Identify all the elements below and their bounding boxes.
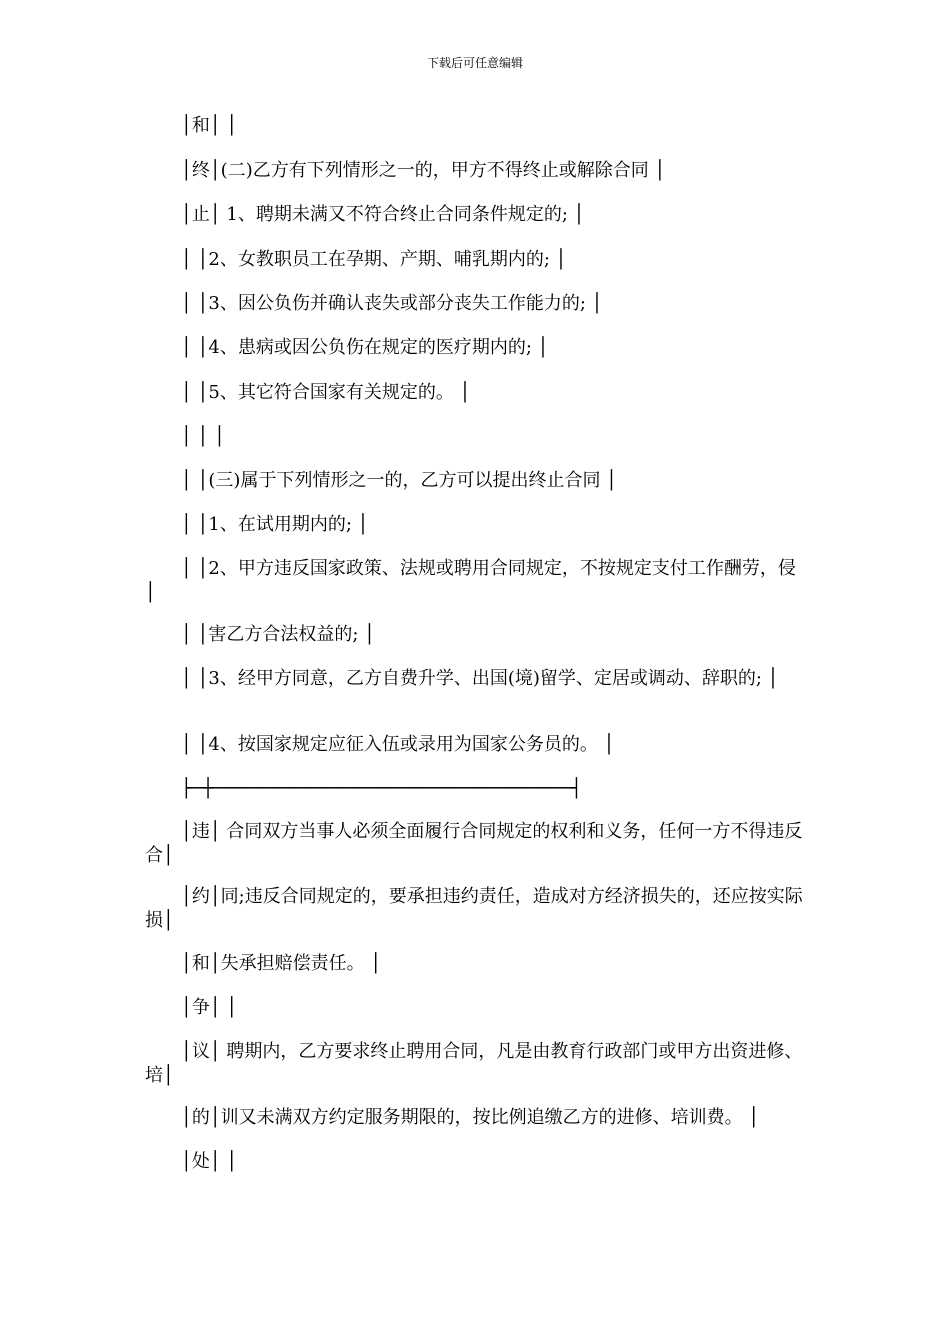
contract-line: │和│失承担赔偿责任。 │	[145, 953, 382, 974]
contract-line: │终│(二)乙方有下列情形之一的，甲方不得终止或解除合同 │	[145, 160, 666, 181]
page-header: 下载后可任意编辑	[426, 56, 523, 70]
contract-line: │约│同;违反合同规定的，要承担违约责任，造成对方经济损失的，还应按实际损│	[145, 886, 803, 931]
contract-line: │ │4、按国家规定应征入伍或录用为国家公务员的。 │	[145, 734, 615, 755]
contract-line: │ │4、患病或因公负伤在规定的医疗期内的; │	[145, 337, 549, 358]
contract-line: │争│ │	[145, 997, 238, 1018]
contract-line: │议│ 聘期内，乙方要求终止聘用合同，凡是由教育行政部门或甲方出资进修、培│	[145, 1041, 803, 1086]
contract-line: │ │3、经甲方同意，乙方自费升学、出国(境)留学、定居或调动、辞职的; │	[145, 668, 779, 689]
contract-line: │ │3、因公负伤并确认丧失或部分丧失工作能力的; │	[145, 293, 603, 314]
contract-line: │ │2、甲方违反国家政策、法规或聘用合同规定，不按规定支付工作酬劳，侵 │	[145, 558, 802, 603]
contract-line: │的│训又未满双方约定服务期限的，按比例追缴乙方的进修、培训费。 │	[145, 1107, 760, 1128]
contract-line: │ │害乙方合法权益的; │	[145, 624, 376, 645]
contract-line: │ │(三)属于下列情形之一的，乙方可以提出终止合同 │	[145, 470, 617, 491]
contract-line: │和│ │	[145, 115, 238, 136]
contract-line: │ │5、其它符合国家有关规定的。 │	[145, 382, 471, 403]
contract-line: │违│ 合同双方当事人必须全面履行合同规定的权利和义务，任何一方不得违反合│	[145, 821, 803, 866]
contract-line: │止│ 1、聘期未满又不符合终止合同条件规定的; │	[145, 204, 585, 225]
contract-line: │ │2、女教职员工在孕期、产期、哺乳期内的; │	[145, 249, 567, 270]
contract-line: │ │ │	[145, 426, 225, 447]
table-separator-line: ├─┼─────────────────────────────────┤	[145, 778, 582, 799]
contract-line: │ │1、在试用期内的; │	[145, 514, 369, 535]
contract-line: │处│ │	[145, 1151, 238, 1172]
